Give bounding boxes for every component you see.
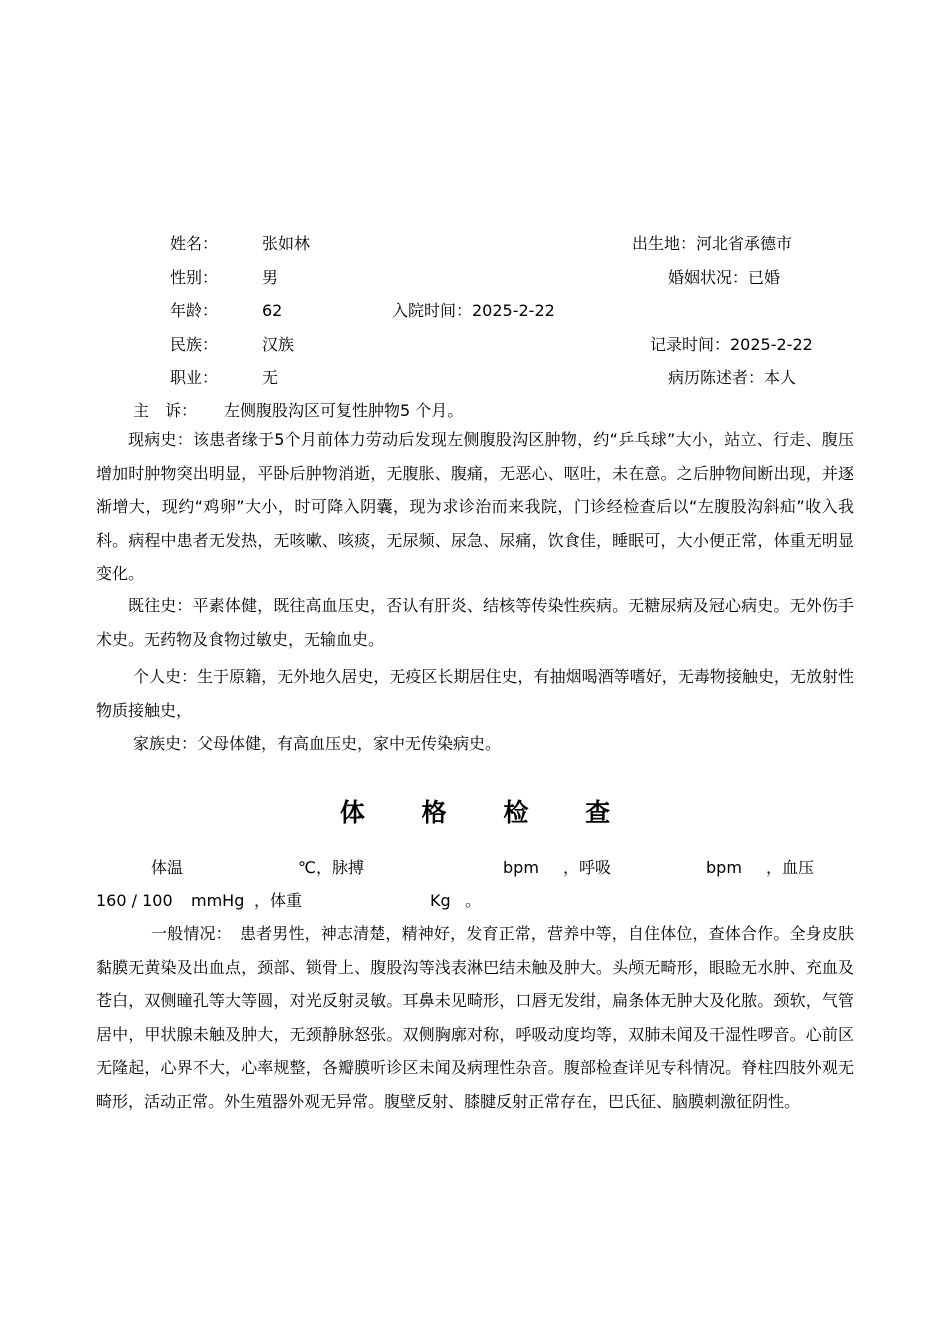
physical-exam-title: [0, 793, 950, 833]
title-char-3: 检: [503, 798, 529, 827]
age-label: 年龄：: [170, 301, 219, 320]
ethnicity-value: 汉族: [262, 335, 295, 354]
title-char-4: 查: [585, 798, 611, 827]
age-value: 62: [262, 301, 283, 320]
weight-label: ，体重: [254, 891, 303, 910]
respiration-unit: bpm: [706, 858, 742, 877]
blood-pressure-unit: mmHg: [191, 891, 245, 910]
name-value: 张如林: [262, 234, 311, 253]
past-history: 既往史：平素体健，既往高血压史，否认有肝炎、结核等传染性疾病。无糖尿病及冠心病史。无外伤手术史。无药物及食物过敏史，无输血史。: [96, 596, 854, 649]
occupation-value: 无: [262, 368, 279, 387]
occupation-label: 职业：: [170, 368, 219, 387]
record-time: 记录时间：2025-2-22: [650, 335, 813, 354]
personal-history: 个人史：生于原籍，无外地久居史，无疫区长期居住史，有抽烟喝酒等嗜好，无毒物接触史，无放射性物质接触史，: [96, 667, 854, 720]
title-char-1: 体: [339, 798, 365, 827]
ethnicity-label: 民族：: [170, 335, 219, 354]
sex-value: 男: [262, 268, 279, 287]
blood-pressure-value: 160 / 100: [96, 891, 173, 910]
birthplace: 出生地：河北省承德市: [632, 234, 793, 253]
chief-complaint-text: 左侧腹股沟区可复性肿物5 个月。: [224, 401, 464, 420]
present-illness-history: 现病史：该患者缘于5个月前体力劳动后发现左侧腹股沟区肿物，约“乒乓球”大小，站立、行走、腹压增加时肿物突出明显，平卧后肿物消逝，无腹胀、腹痛，无恶心、呕吐，未在意。之后肿物间断出现，并逐渐增大，现约“鸡卵”大小，时可降入阴囊，现为求诊治而来我院，门诊经检查后以“左腹股沟斜疝”收入我科。病程中患者无发热，无咳嗽、咳痰，无尿频、尿急、尿痛，饮食佳，睡眠可，大小便正常，体重无明显变化。: [96, 430, 854, 583]
pulse-unit: bpm: [503, 858, 539, 877]
temperature-label: 体温: [151, 858, 184, 877]
narrator: 病历陈述者：本人: [668, 368, 797, 387]
temperature-unit: ℃，脉搏: [298, 858, 364, 877]
marital-status: 婚姻状况：已婚: [668, 268, 781, 287]
weight-unit: Kg: [430, 891, 451, 910]
family-history: 家族史：父母体健，有高血压史，家中无传染病史。: [133, 734, 502, 753]
name-label: 姓名：: [170, 234, 219, 253]
chief-complaint-label: 主 诉：: [133, 401, 198, 420]
blood-pressure-label: ，血压: [766, 858, 815, 877]
admission-time: 入院时间：2025-2-22: [392, 301, 555, 320]
respiration-label: ，呼吸: [563, 858, 612, 877]
sex-label: 性别：: [170, 268, 219, 287]
vitals-end-mark: 。: [465, 891, 482, 910]
title-char-2: 格: [421, 798, 447, 827]
general-condition: 一般情况： 患者男性，神志清楚，精神好，发育正常，营养中等，自住体位，查体合作。全身皮肤黏膜无黄染及出血点，颈部、锁骨上、腹股沟等浅表淋巴结未触及肿大。头颅无畸形，眼睑无水肿、充血及苍白，双侧瞳孔等大等圆，对光反射灵敏。耳鼻未见畸形，口唇无发绀，扁条体无肿大及化脓。颈软，气管居中，甲状腺未触及肿大，无颈静脉怒张。双侧胸廓对称，呼吸动度均等，双肺未闻及干湿性啰音。心前区无隆起，心界不大，心率规整，各瓣膜听诊区未闻及病理性杂音。腹部检查详见专科情况。脊柱四肢外观无畸形，活动正常。外生殖器外观无异常。腹壁反射、膝腱反射正常存在，巴氏征、脑膜刺激征阴性。: [96, 924, 854, 1111]
